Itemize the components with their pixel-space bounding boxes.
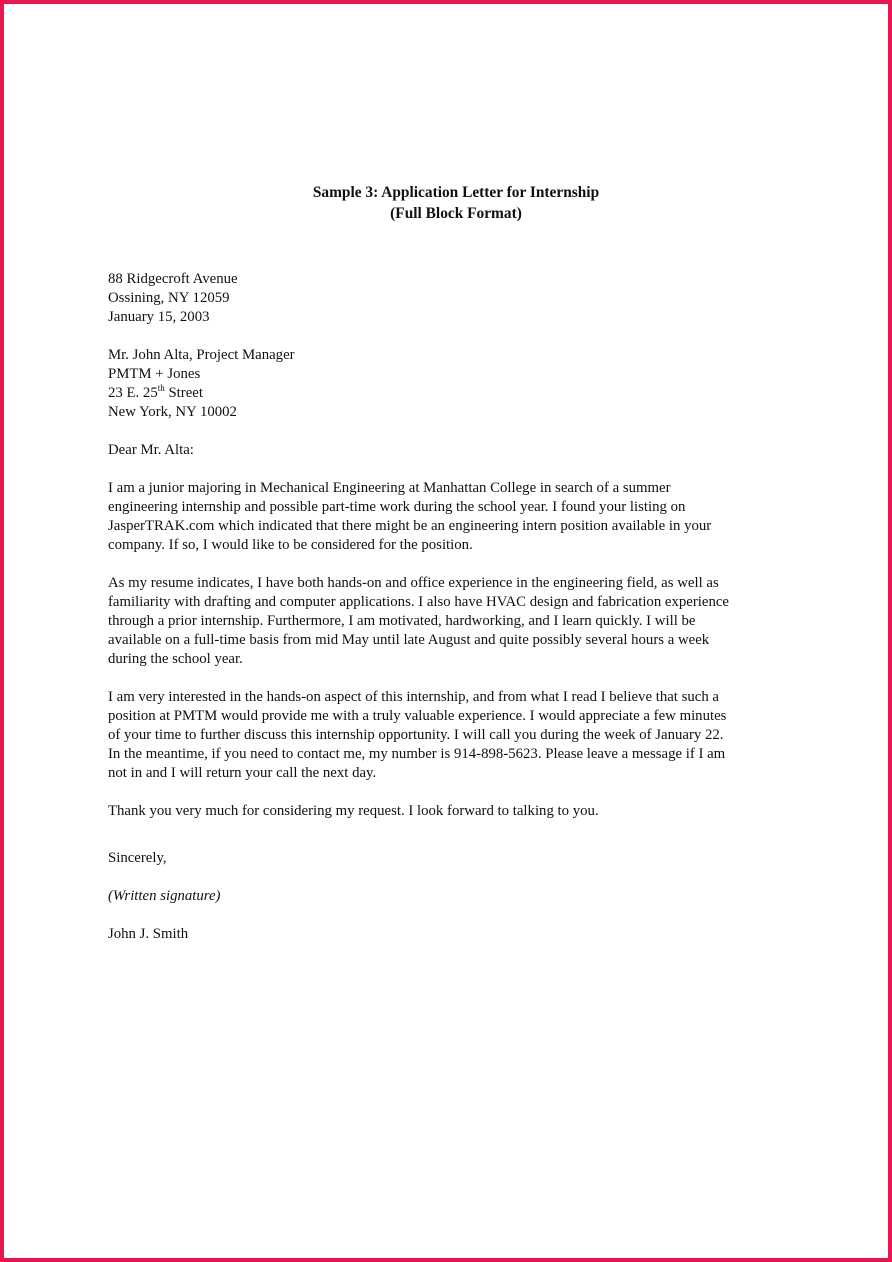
paragraph-line: through a prior internship. Furthermore, I am motivated, hardworking, and I learn quickly. I will be bbox=[108, 613, 696, 629]
title-line-2: (Full Block Format) bbox=[390, 205, 522, 222]
closing: Sincerely, bbox=[108, 850, 167, 866]
sender-address bbox=[108, 270, 808, 327]
paragraph-2 bbox=[108, 574, 808, 669]
recipient-city: New York, NY 10002 bbox=[108, 404, 237, 420]
recipient-street-suffix: Street bbox=[164, 385, 203, 401]
salutation: Dear Mr. Alta: bbox=[108, 442, 194, 458]
recipient-name: Mr. John Alta, Project Manager bbox=[108, 347, 295, 363]
written-signature: (Written signature) bbox=[108, 888, 221, 904]
paragraph-line: Thank you very much for considering my request. I look forward to talking to you. bbox=[108, 803, 599, 819]
letter-date: January 15, 2003 bbox=[108, 309, 210, 325]
paragraph-line: JasperTRAK.com which indicated that there might be an engineering intern position available in your bbox=[108, 518, 712, 534]
paragraph-line: engineering internship and possible part-time work during the school year. I found your listing on bbox=[108, 499, 686, 515]
sender-city: Ossining, NY 12059 bbox=[108, 290, 230, 306]
title-line-1: Sample 3: Application Letter for Internship bbox=[312, 184, 600, 201]
letter-title bbox=[108, 182, 808, 224]
paragraph-line: not in and I will return your call the next day. bbox=[108, 765, 377, 781]
paragraph-line: I am a junior majoring in Mechanical Engineering at Manhattan College in search of a summer bbox=[108, 480, 671, 496]
recipient-street-prefix: 23 E. 25 bbox=[108, 385, 158, 401]
recipient-street-sup: th bbox=[157, 383, 165, 393]
paragraph-3 bbox=[108, 688, 808, 783]
paragraph-1 bbox=[108, 479, 808, 555]
recipient-company: PMTM + Jones bbox=[108, 366, 201, 382]
paragraph-line: of your time to further discuss this internship opportunity. I will call you during the week of January 22. bbox=[108, 727, 724, 743]
paragraph-line: available on a full-time basis from mid May until late August and quite possibly several hours a week bbox=[108, 632, 710, 648]
paragraph-line: during the school year. bbox=[108, 651, 243, 667]
sender-street: 88 Ridgecroft Avenue bbox=[108, 271, 238, 287]
signer-name: John J. Smith bbox=[108, 926, 189, 942]
recipient-street bbox=[108, 384, 808, 403]
recipient-address bbox=[108, 346, 808, 422]
paragraph-line: familiarity with drafting and computer applications. I also have HVAC design and fabrication experience bbox=[108, 594, 729, 610]
paragraph-line: position at PMTM would provide me with a truly valuable experience. I would appreciate a few minutes bbox=[108, 708, 727, 724]
paragraph-line: I am very interested in the hands-on aspect of this internship, and from what I read I believe that such a bbox=[108, 689, 719, 705]
paragraph-4 bbox=[108, 802, 808, 821]
paragraph-line: As my resume indicates, I have both hands-on and office experience in the engineering field, as well as bbox=[108, 575, 719, 591]
paragraph-line: In the meantime, if you need to contact me, my number is 914-898-5623. Please leave a message if I am bbox=[108, 746, 726, 762]
letter-body bbox=[108, 182, 808, 963]
paragraph-line: company. If so, I would like to be considered for the position. bbox=[108, 537, 473, 553]
